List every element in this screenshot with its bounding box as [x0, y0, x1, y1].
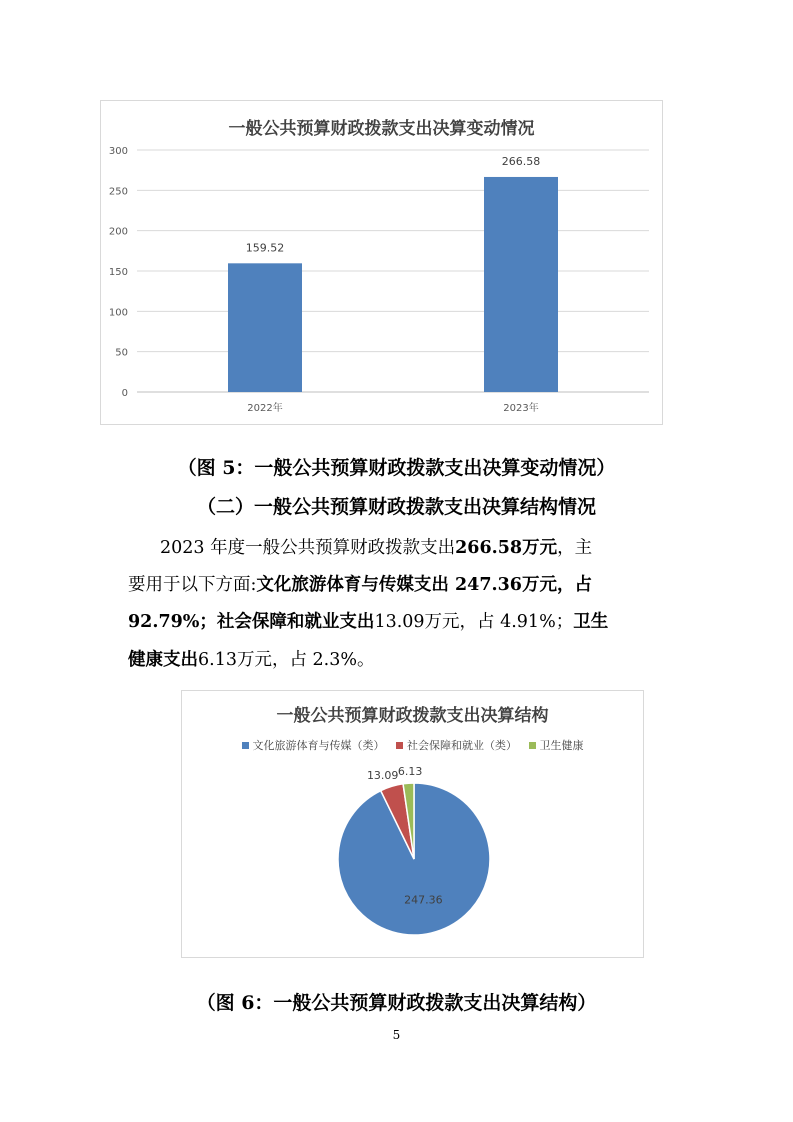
pie-value-label: 13.09 [366, 768, 399, 782]
para-text: 要用于以下方面: [128, 575, 257, 595]
para-text: ，主 [557, 538, 593, 558]
x-tick-label: 2023年 [503, 403, 539, 414]
paragraph-line-3 [128, 608, 688, 633]
y-tick-label: 50 [115, 347, 128, 359]
para-bold: 266.58万元 [455, 538, 558, 558]
bar-chart-title: 一般公共预算财政拨款支出决算变动情况 [228, 119, 535, 139]
pie-value-label: 247.36 [404, 893, 443, 907]
y-tick-label: 300 [108, 146, 128, 157]
paragraph-line-2 [128, 571, 688, 596]
y-tick-label: 150 [108, 267, 128, 278]
figure5-caption: （图 5：一般公共预算财政拨款支出决算变动情况） [177, 457, 616, 479]
para-bold: 92.79%；社会保障和就业支出 [128, 612, 375, 632]
bar-value-label: 159.52 [245, 241, 285, 255]
pie-chart-frame [181, 690, 644, 958]
figure6-caption: （图 6：一般公共预算财政拨款支出决算结构） [196, 992, 597, 1014]
bar-chart-frame [100, 100, 663, 425]
para-bold: 健康支出 [128, 650, 198, 670]
pie-chart-title: 一般公共预算财政拨款支出决算结构 [276, 706, 549, 726]
y-tick-label: 0 [121, 388, 128, 399]
para-bold: 文化旅游体育与传媒支出 247.36万元，占 [256, 575, 592, 595]
bar [484, 177, 558, 392]
y-tick-label: 100 [108, 307, 128, 319]
page-number: 5 [392, 1028, 401, 1042]
pie-chart-svg [182, 691, 643, 957]
legend-label: 卫生健康 [539, 739, 584, 752]
bar-value-label: 266.58 [501, 154, 541, 168]
paragraph-line-1 [160, 534, 720, 559]
paragraph-line-4 [128, 646, 688, 671]
x-tick-label: 2022年 [247, 403, 283, 414]
section-heading: （二）一般公共预算财政拨款支出决算结构情况 [196, 496, 596, 518]
y-tick-label: 250 [108, 186, 128, 198]
para-text: 13.09万元，占 4.91%； [374, 612, 574, 632]
legend-label: 文化旅游体育与传媒（类） [252, 739, 385, 752]
y-tick-label: 200 [108, 226, 128, 238]
pie-value-label: 6.13 [397, 765, 423, 779]
bar-chart-svg [101, 101, 662, 424]
bar [228, 263, 302, 392]
para-text: 2023 年度一般公共预算财政拨款支出 [160, 538, 456, 558]
legend-label: 社会保障和就业（类） [407, 739, 517, 752]
para-text: 6.13万元，占 2.3%。 [198, 650, 375, 670]
para-bold: 卫生 [573, 612, 609, 632]
